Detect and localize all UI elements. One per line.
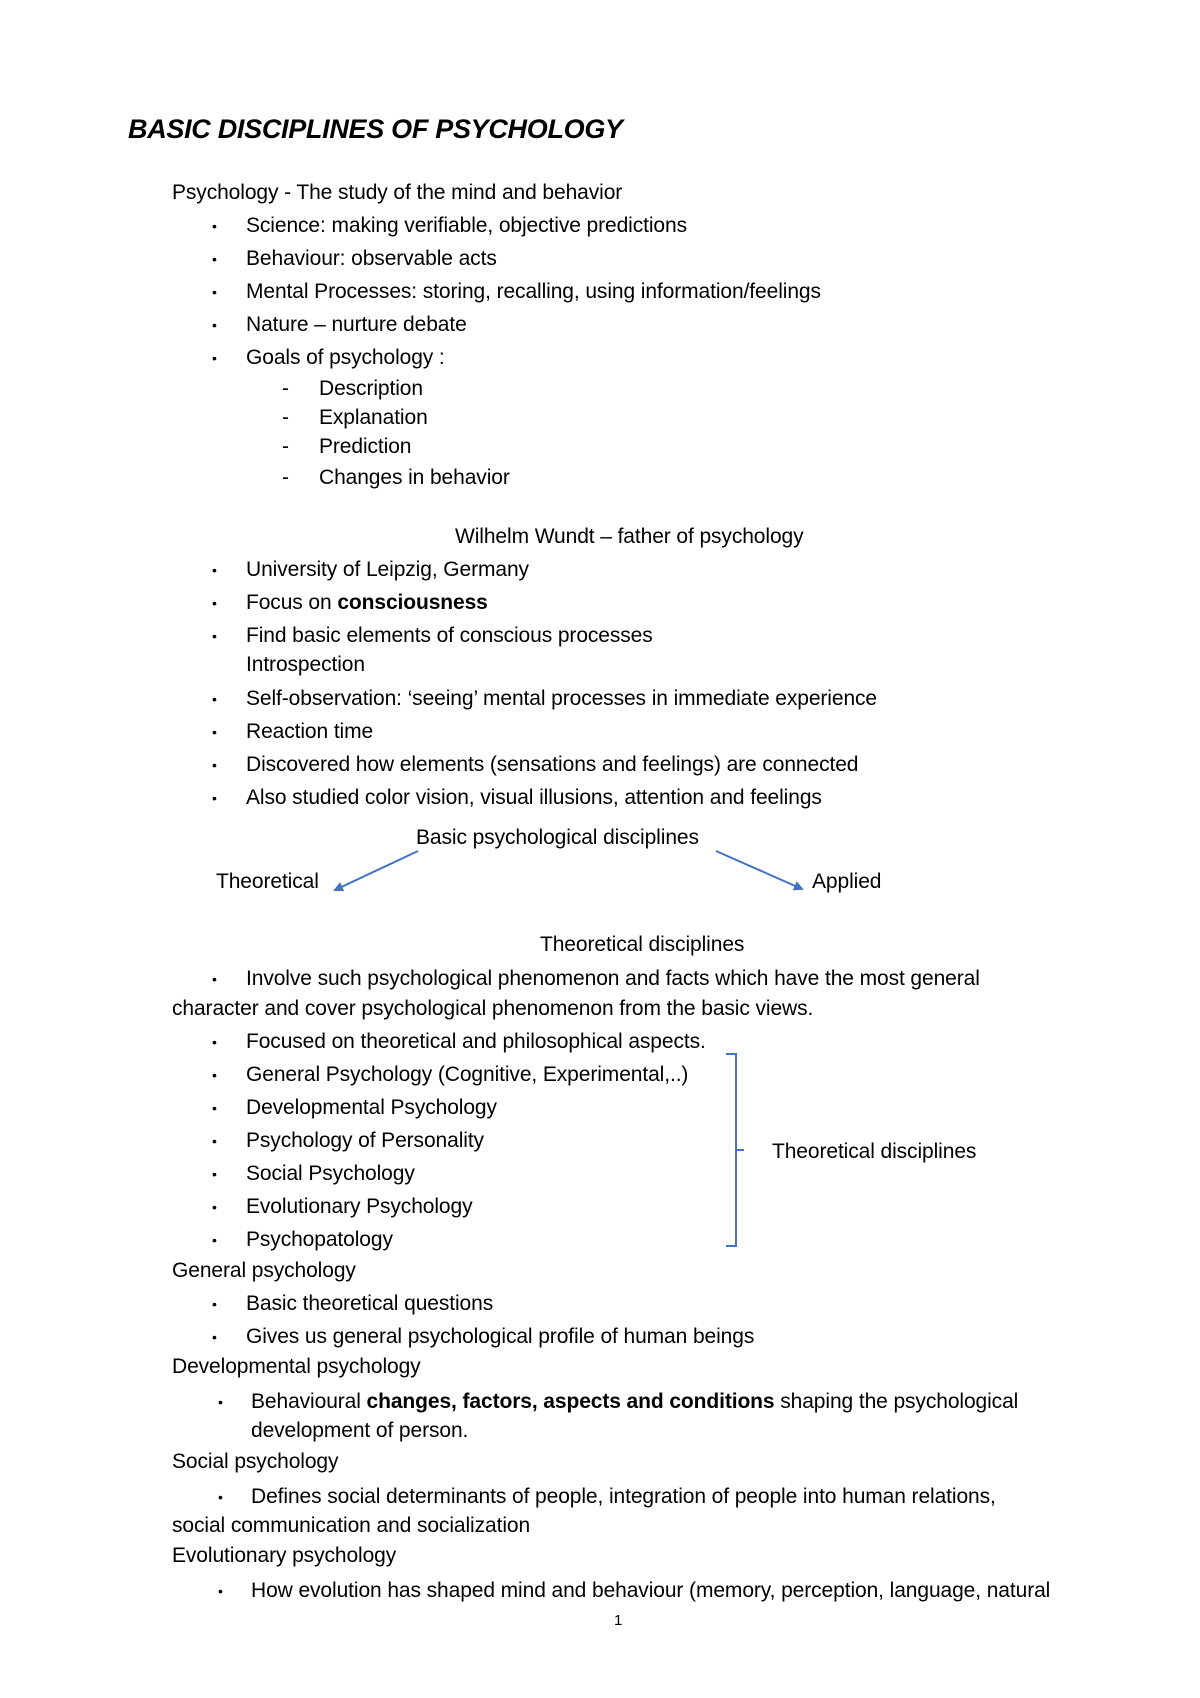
intro-bullet: Behaviour: observable acts (246, 247, 497, 270)
diagram-right-label: Applied (812, 870, 882, 893)
intro-heading: Psychology - The study of the mind and behavior (172, 181, 623, 204)
theoretical-bullet-continuation: character and cover psychological phenomenon from the basic views. (172, 997, 814, 1020)
theoretical-list-item: General Psychology (Cognitive, Experimental,..) (246, 1063, 689, 1086)
developmental-heading: Developmental psychology (172, 1355, 421, 1378)
developmental-text: Behavioural (251, 1390, 367, 1413)
theoretical-list-item: Social Psychology (246, 1162, 415, 1185)
bullet-icon: • (212, 562, 217, 578)
bullet-icon: • (212, 595, 217, 611)
wundt-bullet-bold: consciousness (337, 591, 488, 614)
goal-item: Changes in behavior (319, 466, 510, 489)
diagram-root-label: Basic psychological disciplines (416, 826, 699, 849)
social-bullet-continuation: social communication and socialization (172, 1514, 531, 1537)
goal-item: Description (319, 377, 423, 400)
bullet-icon: • (212, 790, 217, 806)
bullet-icon: • (212, 691, 217, 707)
bullet-icon: • (212, 1133, 217, 1149)
evolutionary-heading: Evolutionary psychology (172, 1544, 397, 1567)
wundt-bullet: Find basic elements of conscious processes (246, 624, 653, 647)
wundt-bullet: University of Leipzig, Germany (246, 558, 529, 581)
social-bullet: Defines social determinants of people, integration of people into human relations, (251, 1485, 996, 1508)
bullet-icon: • (212, 317, 217, 333)
theoretical-heading: Theoretical disciplines (540, 933, 745, 956)
goal-item: Prediction (319, 435, 412, 458)
bullet-icon: • (218, 1489, 223, 1505)
document-title: BASIC DISCIPLINES OF PSYCHOLOGY (128, 114, 623, 144)
dash-icon: - (282, 435, 289, 458)
general-bullet: Basic theoretical questions (246, 1292, 494, 1315)
bullet-icon: • (212, 1067, 217, 1083)
general-bullet: Gives us general psychological profile of human beings (246, 1325, 755, 1348)
wundt-bullet: Discovered how elements (sensations and feelings) are connected (246, 753, 859, 776)
bullet-icon: • (212, 757, 217, 773)
theoretical-list-item: Evolutionary Psychology (246, 1195, 473, 1218)
bullet-icon: • (212, 971, 217, 987)
developmental-bullet (251, 1389, 1018, 1415)
bullet-icon: • (212, 628, 217, 644)
theoretical-list-item: Psychopatology (246, 1228, 393, 1251)
theoretical-list-item: Psychology of Personality (246, 1129, 484, 1152)
intro-bullet: Science: making verifiable, objective predictions (246, 214, 687, 237)
bullet-icon: • (212, 1329, 217, 1345)
bullet-icon: • (212, 350, 217, 366)
dash-icon: - (282, 377, 289, 400)
developmental-text: shaping the psychological (774, 1390, 1019, 1413)
arrow-right-icon (716, 851, 802, 889)
bullet-icon: • (212, 1100, 217, 1116)
theoretical-bullet: Focused on theoretical and philosophical aspects. (246, 1030, 706, 1053)
bullet-icon: • (212, 1199, 217, 1215)
bullet-icon: • (218, 1394, 223, 1410)
page-number: 1 (614, 1612, 623, 1629)
general-heading: General psychology (172, 1259, 356, 1282)
bullet-icon: • (212, 251, 217, 267)
goal-item: Explanation (319, 406, 428, 429)
bullet-icon: • (218, 1583, 223, 1599)
bullet-icon: • (212, 1034, 217, 1050)
intro-bullet: Mental Processes: storing, recalling, using information/feelings (246, 280, 821, 303)
bullet-icon: • (212, 218, 217, 234)
bullet-icon: • (212, 1166, 217, 1182)
bullet-icon: • (212, 284, 217, 300)
diagram-left-label: Theoretical (216, 870, 319, 893)
bullet-icon: • (212, 1296, 217, 1312)
wundt-bullet: Self-observation: ‘seeing’ mental processes in immediate experience (246, 687, 878, 710)
intro-bullet: Goals of psychology : (246, 346, 445, 369)
wundt-bullet-text: Focus on (246, 591, 338, 614)
wundt-bullet: Reaction time (246, 720, 374, 743)
wundt-heading: Wilhelm Wundt – father of psychology (455, 525, 804, 548)
brace-icon (726, 1054, 744, 1246)
theoretical-bullet: Involve such psychological phenomenon and facts which have the most general (246, 967, 980, 990)
bullet-icon: • (212, 1232, 217, 1248)
wundt-bullet-continuation: Introspection (246, 653, 365, 676)
dash-icon: - (282, 466, 289, 489)
brace-label: Theoretical disciplines (772, 1140, 977, 1163)
theoretical-list-item: Developmental Psychology (246, 1096, 497, 1119)
intro-bullet: Nature – nurture debate (246, 313, 467, 336)
arrow-left-icon (335, 851, 418, 890)
evolutionary-bullet: How evolution has shaped mind and behaviour (memory, perception, language, natural (251, 1579, 1051, 1602)
dash-icon: - (282, 406, 289, 429)
bullet-icon: • (212, 724, 217, 740)
developmental-bold: changes, factors, aspects and conditions (366, 1390, 775, 1413)
developmental-bullet-continuation: development of person. (251, 1419, 469, 1442)
wundt-bullet: Also studied color vision, visual illusions, attention and feelings (246, 786, 822, 809)
social-heading: Social psychology (172, 1450, 339, 1473)
